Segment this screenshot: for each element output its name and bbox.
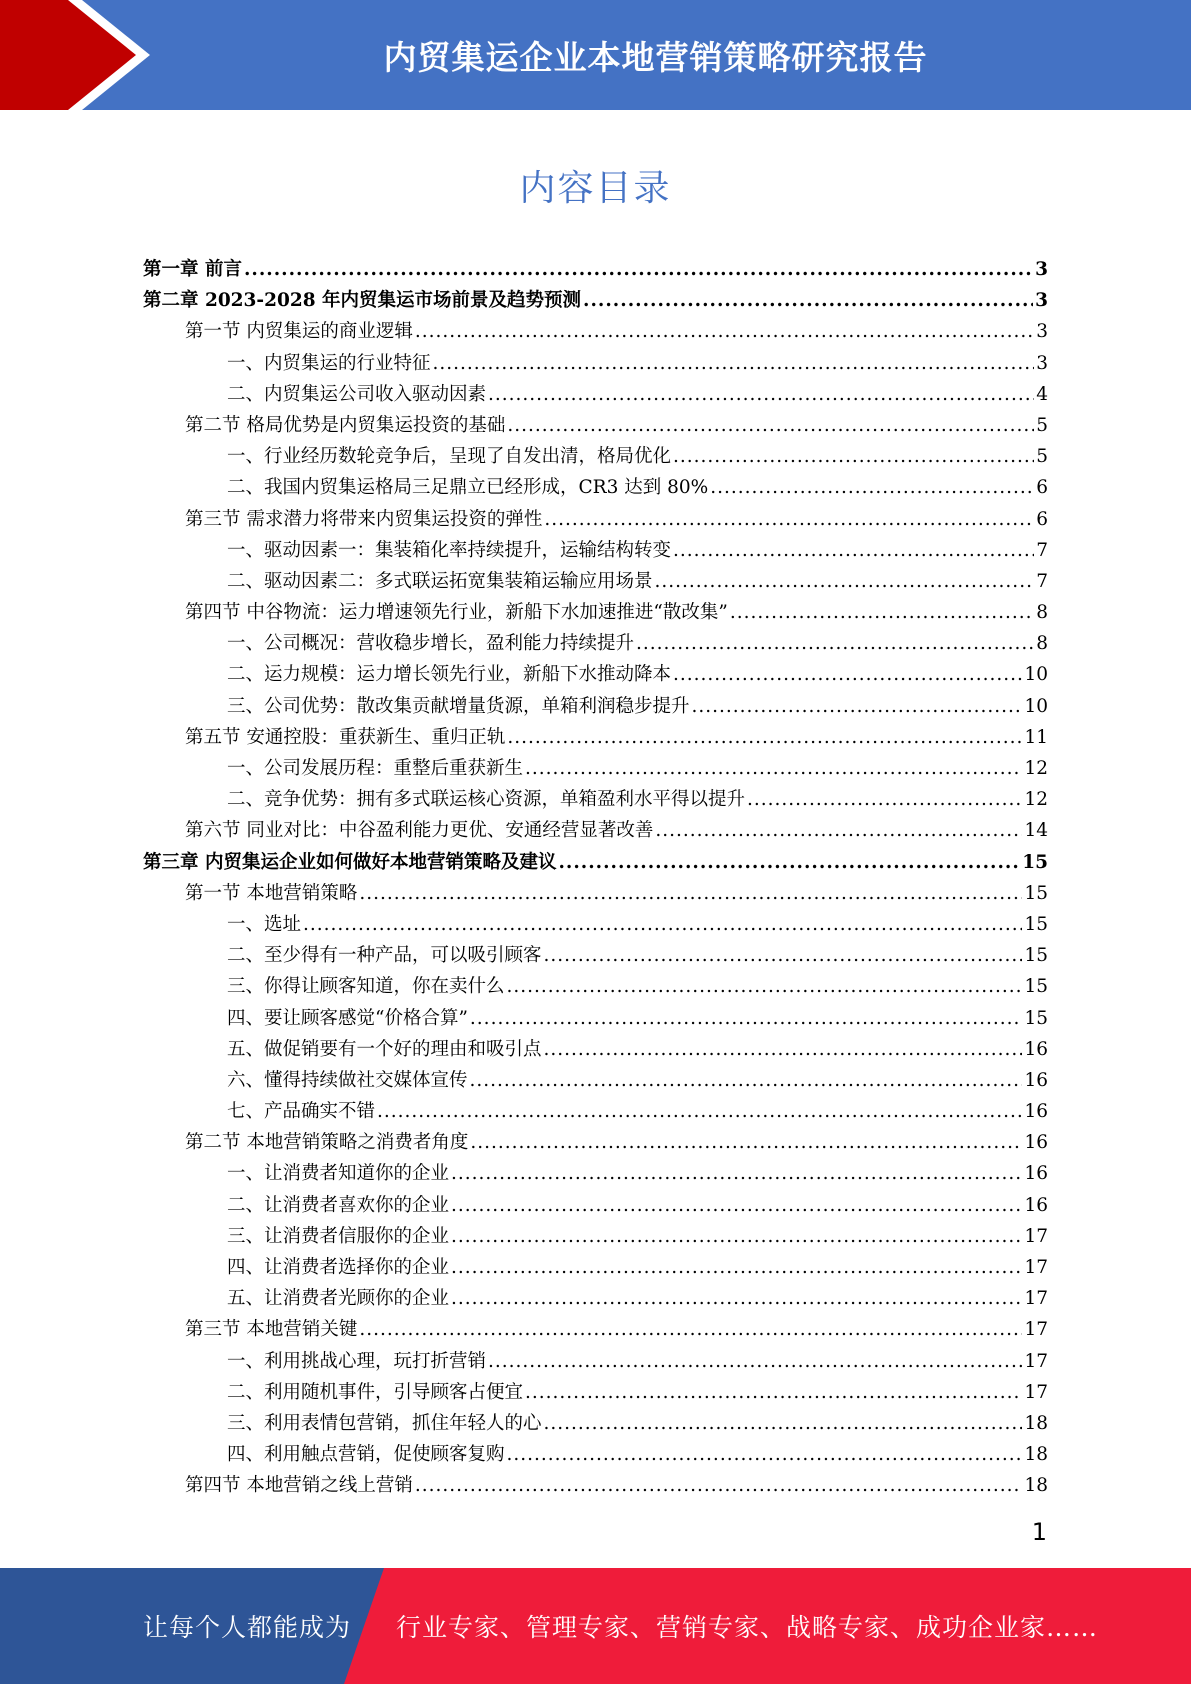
toc-entry-title: 三、让消费者信服你的企业 (227, 1225, 450, 1247)
footer-slogan-right: 行业专家、管理专家、营销专家、战略专家、成功企业家…… (396, 1613, 1099, 1642)
toc-entry-title: 四、利用触点营销，促使顾客复购 (227, 1444, 505, 1466)
toc-subsection[interactable] (143, 472, 1048, 503)
toc-subsection[interactable] (143, 940, 1048, 971)
report-title: 内贸集运企业本地营销策略研究报告 (383, 37, 928, 77)
toc-dot-leader (470, 1065, 1023, 1096)
toc-subsection[interactable] (143, 1377, 1048, 1408)
toc-subsection[interactable] (143, 909, 1048, 940)
toc-entry-title: 七、产品确实不错 (227, 1101, 376, 1123)
toc-entry-page: 15 (1024, 913, 1048, 935)
toc-dot-leader (451, 1158, 1022, 1189)
toc-dot-leader (525, 1377, 1022, 1408)
toc-entry-title: 第二节 本地营销策略之消费者角度 (185, 1132, 469, 1154)
toc-entry-title: 五、让消费者光顾你的企业 (227, 1288, 450, 1310)
toc-entry-title: 第一节 内贸集运的商业逻辑 (185, 321, 413, 343)
toc-entry-page: 18 (1024, 1475, 1048, 1497)
toc-entry-title: 一、行业经历数轮竞争后，呈现了自发出清，格局优化 (227, 446, 672, 468)
toc-entry-page: 17 (1024, 1319, 1048, 1341)
toc-subsection[interactable] (143, 1065, 1048, 1096)
toc-entry-title: 第一节 本地营销策略 (185, 882, 358, 904)
toc-dot-leader (470, 1127, 1022, 1158)
toc-entry-title: 二、至少得有一种产品，可以吸引顾客 (227, 945, 542, 967)
toc-dot-leader (747, 784, 1022, 815)
toc-entry-title: 二、利用随机事件，引导顾客占便宜 (227, 1381, 524, 1403)
toc-entry-title: 第四节 本地营销之线上营销 (185, 1475, 413, 1497)
toc-subsection[interactable] (143, 659, 1048, 690)
toc-subsection[interactable] (143, 784, 1048, 815)
toc-entry-title: 第三节 需求潜力将带来内贸集运投资的弹性 (185, 508, 543, 530)
toc-heading: 内容目录 (519, 168, 672, 209)
toc-subsection[interactable] (143, 1190, 1048, 1221)
toc-entry-title: 三、利用表情包营销，抓住年轻人的心 (227, 1412, 542, 1434)
toc-dot-leader (655, 815, 1022, 846)
toc-entry-page: 6 (1036, 477, 1048, 499)
toc-entry-page: 16 (1024, 1069, 1048, 1091)
footer-slogan-left: 让每个人都能成为 (143, 1613, 352, 1642)
toc-dot-leader (244, 254, 1033, 285)
toc-entry-page: 5 (1036, 414, 1048, 436)
toc-subsection[interactable] (143, 1158, 1048, 1189)
toc-entry-title: 一、内贸集运的行业特征 (227, 352, 431, 374)
toc-subsection[interactable] (143, 441, 1048, 472)
toc-entry-title: 二、驱动因素二：多式联运拓宽集装箱运输应用场景 (227, 570, 653, 592)
toc-dot-leader (507, 971, 1023, 1002)
toc-dot-leader (303, 909, 1022, 940)
toc-subsection[interactable] (143, 1096, 1048, 1127)
toc-dot-leader (673, 441, 1034, 472)
table-of-contents (143, 254, 1048, 1502)
toc-entry-title: 一、公司概况：营收稳步增长，盈利能力持续提升 (227, 633, 635, 655)
toc-subsection[interactable] (143, 1221, 1048, 1252)
toc-entry-page: 8 (1036, 633, 1048, 655)
toc-dot-leader (525, 753, 1022, 784)
toc-dot-leader (730, 597, 1034, 628)
toc-entry-title: 二、内贸集运公司收入驱动因素 (227, 383, 487, 405)
toc-dot-leader (544, 940, 1023, 971)
toc-subsection[interactable] (143, 379, 1048, 410)
toc-subsection[interactable] (143, 628, 1048, 659)
toc-subsection[interactable] (143, 1003, 1048, 1034)
toc-section[interactable] (143, 1470, 1048, 1501)
toc-entry-title: 六、懂得持续做社交媒体宣传 (227, 1069, 468, 1091)
toc-dot-leader (544, 504, 1034, 535)
footer-band (0, 1568, 1191, 1684)
toc-section[interactable] (143, 504, 1048, 535)
toc-dot-leader (359, 1314, 1022, 1345)
toc-dot-leader (544, 1408, 1023, 1439)
toc-entry-title: 二、让消费者喜欢你的企业 (227, 1194, 450, 1216)
toc-entry-page: 3 (1036, 321, 1048, 343)
toc-entry-page: 15 (1024, 882, 1048, 904)
toc-section[interactable] (143, 1127, 1048, 1158)
toc-entry-page: 16 (1024, 1038, 1048, 1060)
toc-entry-title: 第三节 本地营销关键 (185, 1319, 358, 1341)
toc-dot-leader (507, 722, 1022, 753)
toc-subsection[interactable] (143, 566, 1048, 597)
toc-chapter[interactable] (143, 847, 1048, 878)
toc-section[interactable] (143, 722, 1048, 753)
toc-entry-page: 16 (1024, 1132, 1048, 1154)
toc-entry-title: 一、选址 (227, 913, 302, 935)
toc-section[interactable] (143, 597, 1048, 628)
toc-dot-leader (488, 1346, 1022, 1377)
toc-entry-title: 第二章 2023-2028 年内贸集运市场前景及趋势预测 (143, 290, 582, 312)
toc-dot-leader (451, 1221, 1022, 1252)
toc-entry-page: 12 (1024, 758, 1048, 779)
toc-dot-leader (451, 1190, 1022, 1221)
toc-subsection[interactable] (143, 1408, 1048, 1439)
toc-dot-leader (451, 1252, 1022, 1283)
toc-entry-page: 15 (1024, 945, 1048, 967)
toc-entry-page: 16 (1024, 1163, 1048, 1185)
toc-entry-page: 15 (1022, 851, 1048, 873)
toc-entry-page: 17 (1024, 1288, 1048, 1310)
toc-entry-title: 二、竞争优势：拥有多式联运核心资源，单箱盈利水平得以提升 (227, 789, 746, 811)
toc-subsection[interactable] (143, 1346, 1048, 1377)
toc-entry-page: 3 (1035, 259, 1048, 280)
toc-entry-page: 3 (1035, 290, 1048, 312)
toc-dot-leader (636, 628, 1034, 659)
toc-dot-leader (470, 1003, 1023, 1034)
toc-subsection[interactable] (143, 535, 1048, 566)
toc-entry-title: 第二节 格局优势是内贸集运投资的基础 (185, 414, 506, 436)
toc-dot-leader (655, 566, 1035, 597)
toc-entry-title: 二、运力规模：运力增长领先行业，新船下水推动降本 (227, 664, 672, 686)
toc-entry-page: 12 (1024, 789, 1048, 811)
toc-subsection[interactable] (143, 691, 1048, 722)
toc-subsection[interactable] (143, 1439, 1048, 1470)
toc-subsection[interactable] (143, 753, 1048, 784)
toc-dot-leader (544, 1034, 1023, 1065)
toc-entry-title: 四、要让顾客感觉“价格合算” (227, 1007, 468, 1029)
toc-dot-leader (507, 410, 1034, 441)
page-number: 1 (1031, 1518, 1047, 1546)
toc-dot-leader (692, 691, 1023, 722)
toc-dot-leader (583, 285, 1033, 316)
toc-entry-title: 第五节 安通控股：重获新生、重归正轨 (185, 726, 506, 748)
toc-entry-title: 一、驱动因素一：集装箱化率持续提升，运输结构转变 (227, 539, 672, 561)
toc-entry-page: 3 (1036, 352, 1048, 374)
toc-entry-page: 7 (1036, 539, 1048, 561)
toc-dot-leader (377, 1096, 1022, 1127)
toc-entry-page: 7 (1036, 570, 1048, 592)
toc-section[interactable] (143, 878, 1048, 909)
chevron-arrow-icon (0, 0, 150, 110)
toc-dot-leader (359, 878, 1022, 909)
toc-dot-leader (488, 379, 1034, 410)
toc-section[interactable] (143, 815, 1048, 846)
toc-dot-leader (673, 659, 1022, 690)
toc-dot-leader (415, 1470, 1023, 1501)
toc-entry-page: 15 (1024, 1007, 1048, 1029)
toc-entry-page: 5 (1036, 446, 1048, 468)
toc-entry-page: 17 (1024, 1350, 1048, 1372)
toc-section[interactable] (143, 1314, 1048, 1345)
toc-dot-leader (673, 535, 1034, 566)
toc-entry-page: 17 (1024, 1257, 1048, 1278)
toc-entry-page: 16 (1024, 1194, 1048, 1216)
toc-entry-title: 三、你得让顾客知道，你在卖什么 (227, 976, 505, 998)
toc-subsection[interactable] (143, 971, 1048, 1002)
toc-entry-title: 第六节 同业对比：中谷盈利能力更优、安通经营显著改善 (185, 820, 654, 842)
toc-chapter[interactable] (143, 285, 1048, 316)
toc-entry-title: 五、做促销要有一个好的理由和吸引点 (227, 1038, 542, 1060)
toc-entry-page: 11 (1024, 726, 1048, 748)
toc-subsection[interactable] (143, 1283, 1048, 1314)
toc-entry-page: 18 (1024, 1444, 1048, 1466)
toc-entry-page: 6 (1036, 508, 1048, 530)
toc-section[interactable] (143, 316, 1048, 347)
toc-dot-leader (558, 847, 1020, 878)
toc-entry-page: 15 (1024, 976, 1048, 998)
toc-subsection[interactable] (143, 1252, 1048, 1283)
toc-entry-page: 17 (1024, 1381, 1048, 1403)
toc-dot-leader (415, 316, 1034, 347)
header-band (0, 0, 1191, 110)
toc-entry-title: 四、让消费者选择你的企业 (227, 1257, 450, 1278)
toc-dot-leader (451, 1283, 1022, 1314)
toc-entry-page: 4 (1036, 383, 1048, 405)
toc-entry-title: 一、公司发展历程：重整后重获新生 (227, 758, 524, 779)
toc-entry-page: 17 (1024, 1225, 1048, 1247)
toc-entry-title: 一、利用挑战心理，玩打折营销 (227, 1350, 487, 1372)
toc-section[interactable] (143, 410, 1048, 441)
toc-entry-title: 第四节 中谷物流：运力增速领先行业，新船下水加速推进“散改集” (185, 602, 728, 624)
toc-entry-title: 第一章 前言 (143, 259, 242, 280)
toc-entry-title: 第三章 内贸集运企业如何做好本地营销策略及建议 (143, 851, 557, 873)
toc-entry-title: 三、公司优势：散改集贡献增量货源，单箱利润稳步提升 (227, 695, 690, 717)
toc-dot-leader (507, 1439, 1023, 1470)
toc-entry-page: 10 (1024, 664, 1048, 686)
toc-chapter[interactable] (143, 254, 1048, 285)
toc-entry-page: 8 (1036, 602, 1048, 624)
toc-entry-page: 16 (1024, 1101, 1048, 1123)
toc-subsection[interactable] (143, 348, 1048, 379)
toc-dot-leader (710, 472, 1034, 503)
toc-entry-page: 10 (1024, 695, 1048, 717)
toc-subsection[interactable] (143, 1034, 1048, 1065)
toc-entry-page: 14 (1024, 820, 1048, 842)
toc-entry-title: 一、让消费者知道你的企业 (227, 1163, 450, 1185)
toc-entry-page: 18 (1024, 1412, 1048, 1434)
toc-entry-title: 二、我国内贸集运格局三足鼎立已经形成，CR3 达到 80% (227, 477, 709, 499)
toc-dot-leader (433, 348, 1035, 379)
